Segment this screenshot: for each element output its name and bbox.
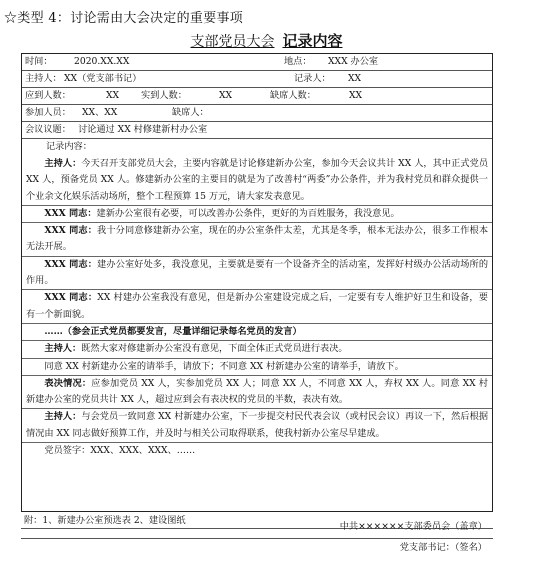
time-label: 时间： xyxy=(25,56,53,67)
absent-label: 缺席人数： xyxy=(270,90,316,101)
speaker-label: XXX 同志： xyxy=(44,207,97,219)
paragraph-note: ……（参会正式党员都要发言，尽量详细记录每名党员的发言） xyxy=(44,325,302,337)
paragraph-vote-result xyxy=(26,376,488,409)
actual-label: 实到人数： xyxy=(141,90,187,101)
record-content xyxy=(22,156,492,496)
host-label: 主持人： xyxy=(25,73,62,84)
paragraph-comrade-2 xyxy=(26,223,488,256)
speech-text: 应参加党员 XX 人，实参加党员 XX 人；同意 XX 人，不同意 XX 人，弃权 XX 人。同意 XX 村新建办公室的党员共计 XX 人，超过应到会有表决权的党员的半数，表决有效。 xyxy=(26,377,488,406)
record-form xyxy=(21,53,493,512)
paragraph-comrade-4 xyxy=(26,290,488,323)
speech-text: 与会党员一致同意 XX 村新建办公室，下一步提交村民代表会议（或村民会议）再议一下，然后根据情况由 XX 同志做好预算工作，并及时与相关公司取得联系，使我村新办公室尽早建成。 xyxy=(26,411,489,439)
row-counts xyxy=(22,88,492,105)
time-value: 2020.XX.XX xyxy=(74,56,130,67)
speech-text: 既然大家对修建新办公室没有意见，下面全体正式党员进行表决。 xyxy=(81,343,348,355)
row-topic xyxy=(22,122,492,139)
recorder-label: 记录人： xyxy=(294,73,331,84)
paragraph-comrade-3 xyxy=(26,257,488,290)
page-title xyxy=(0,30,533,51)
speaker-label: 主持人： xyxy=(44,411,82,423)
participants-value: XX、XX xyxy=(82,107,118,118)
speaker-label: 主持人： xyxy=(44,158,82,169)
title-record-content: 记录内容 xyxy=(282,32,343,50)
actual-value: XX xyxy=(219,90,233,101)
attachment-line: 附：1、新建办公室预选表 2、建设图纸 xyxy=(21,512,493,529)
expected-label: 应到人数： xyxy=(25,90,71,101)
speaker-label: 主持人： xyxy=(44,343,82,355)
topic-label: 会议议题： xyxy=(25,124,71,135)
absentees-label: 缺席人： xyxy=(172,107,209,118)
record-content-label: 记录内容： xyxy=(46,141,92,152)
speaker-label: XXX 同志： xyxy=(44,292,98,304)
title-meeting-name: 支部党员大会 xyxy=(190,34,275,50)
row-participants xyxy=(22,105,492,122)
speech-text: 建新办公室很有必要，可以改善办公条件，更好的为百姓服务，我没意见。 xyxy=(96,207,400,219)
row-host-recorder xyxy=(22,71,492,88)
place-label: 地点： xyxy=(284,56,312,67)
committee-seal-line: 中共××××××支部委员会（盖章） xyxy=(339,521,487,532)
section-heading: ☆类型 4：讨论需由大会决定的重要事项 xyxy=(4,11,244,26)
absent-value: XX xyxy=(349,90,363,101)
speech-text: 今天召开支部党员大会，主要内容就是讨论修建新办公室，参加今天会议共计 XX 人，其中正式党员 XX 人，预备党员 XX 人。修建新办公室的主要目的就是为了改善村“两委”办公条件，并为我村党员和群众提供一个业余文化娱乐活动场所，整个工程预算 15 万元，请大家发表意见。 xyxy=(26,158,489,202)
row-record-label xyxy=(22,139,492,156)
secretary-signature-line: 党支部书记：（签名） xyxy=(21,538,493,556)
speaker-label: 表决情况： xyxy=(44,377,92,389)
participants-label: 参加人员： xyxy=(25,107,71,118)
speech-text: XX 村建办公室我没有意见，但是新办公室建设完成之后，一定要有专人维护好卫生和设备，要有一个新面貌。 xyxy=(26,292,488,320)
speaker-label: XXX 同志： xyxy=(44,225,98,237)
place-value: XXX 办公室 xyxy=(328,56,379,67)
speaker-label: XXX 同志： xyxy=(44,258,98,270)
speech-text: 建办公室好处多，我没意见，主要就是要有一个设备齐全的活动室，发挥好村级办公活动场所的作用。 xyxy=(26,258,489,287)
paragraph-host-vote xyxy=(26,341,488,357)
signature-line: 党员签字：XXX、XXX、XXX、…… xyxy=(44,445,196,457)
speech-text: 我十分同意修建新办公室，现在的办公室条件太差，尤其是冬季，根本无法办公，很多工作根本无法开展。 xyxy=(26,225,489,253)
expected-value: XX xyxy=(106,90,120,101)
paragraph-host-opening xyxy=(26,156,488,205)
paragraph-host-closing xyxy=(26,409,488,442)
topic-value: 讨论通过 XX 村修建新村办公室 xyxy=(78,124,208,135)
host-value: XX（党支部书记） xyxy=(64,73,142,84)
paragraph-vote-call: 同意 XX 村新建办公室的请举手，请放下；不同意 XX 村新建办公室的请举手，请放下。 xyxy=(44,360,404,372)
paragraph-comrade-1 xyxy=(26,206,488,222)
recorder-value: XX xyxy=(348,73,362,84)
row-time-place xyxy=(22,54,492,71)
